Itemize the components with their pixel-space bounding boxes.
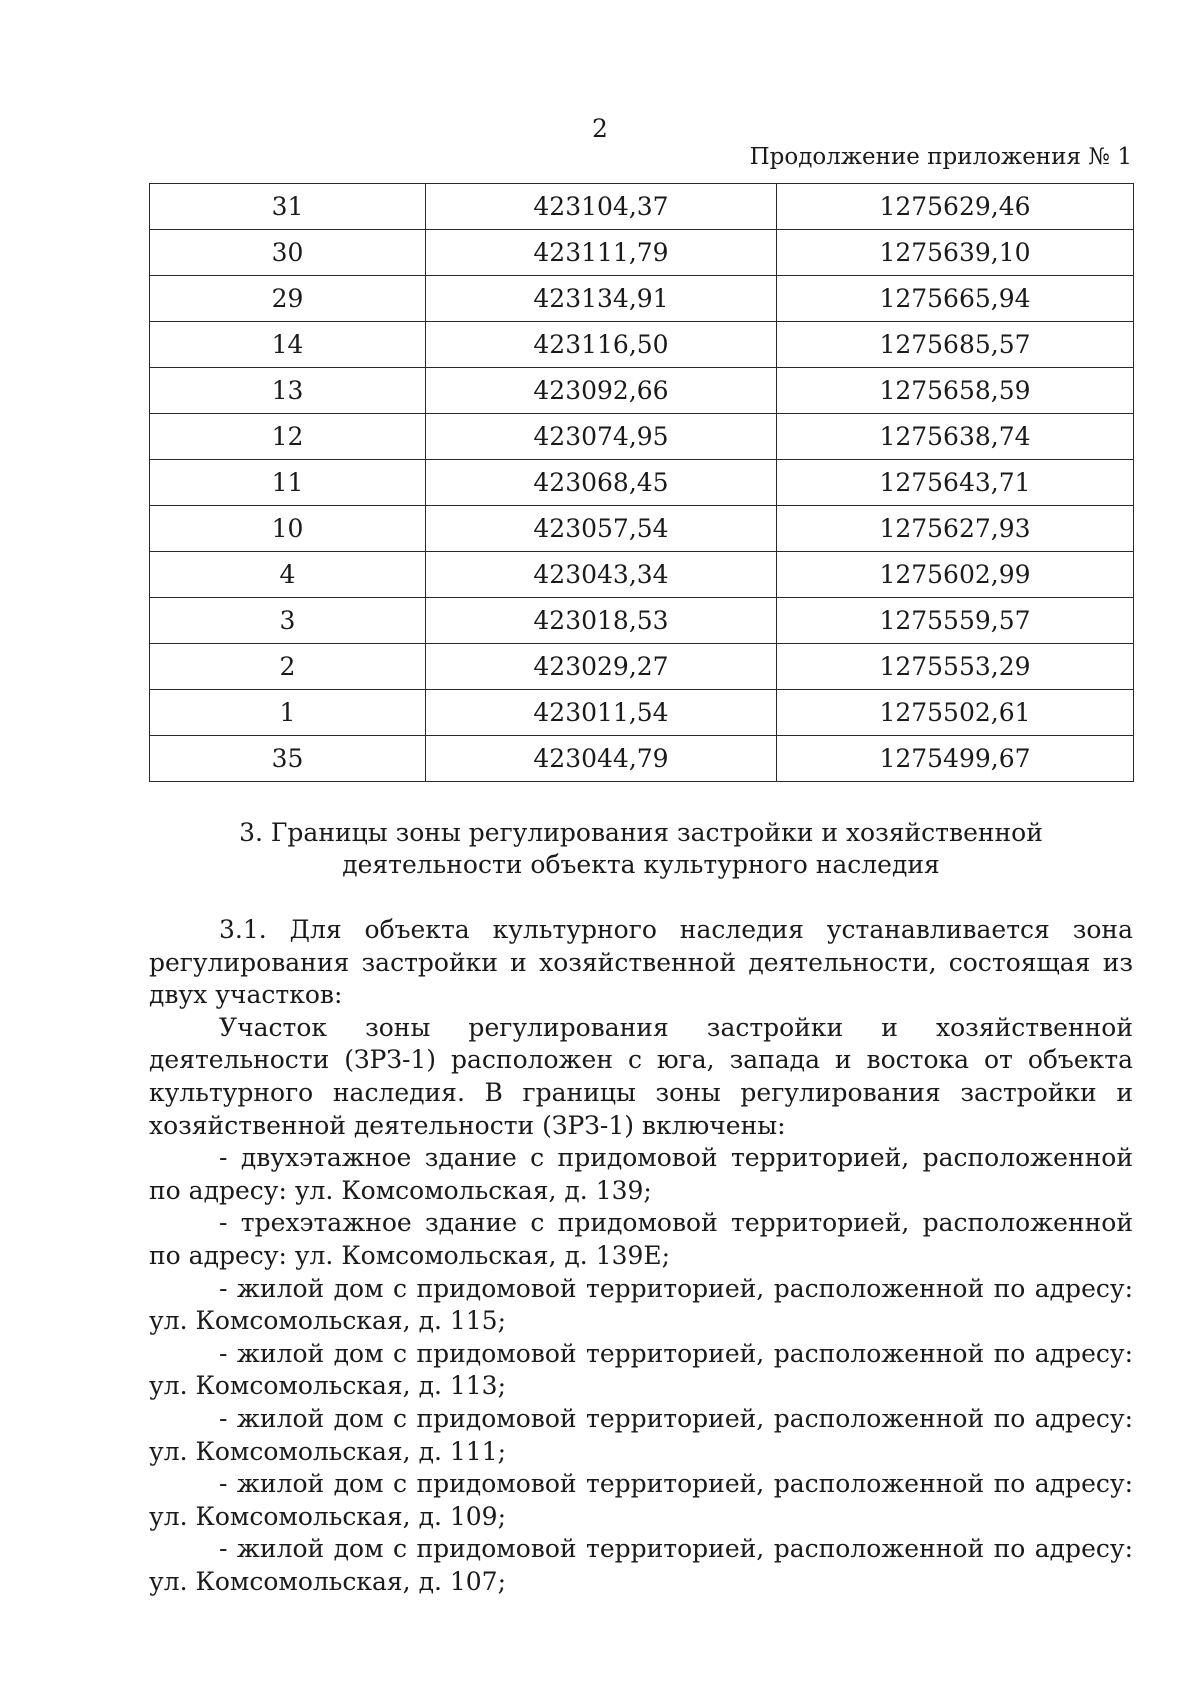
list-item: - трехэтажное здание с придомовой территорией, расположенной по адресу: ул. Комсомольская, д. 139Е;: [149, 1208, 1133, 1270]
x-coordinate-cell: 423116,50: [426, 322, 777, 368]
x-coordinate-cell: 423011,54: [426, 690, 777, 736]
x-coordinate-cell: 423057,54: [426, 506, 777, 552]
y-coordinate-cell: 1275685,57: [777, 322, 1134, 368]
y-coordinate-cell: 1275643,71: [777, 460, 1134, 506]
x-coordinate-cell: 423092,66: [426, 368, 777, 414]
section-heading-line: 3. Границы зоны регулирования застройки и хозяйственной: [239, 818, 1043, 847]
table-row: [150, 552, 1134, 598]
point-number-cell: 35: [150, 736, 426, 782]
list-item: - жилой дом с придомовой территорией, расположенной по адресу: ул. Комсомольская, д. 107;: [149, 1534, 1133, 1596]
point-number-cell: 14: [150, 322, 426, 368]
paragraph-3-1: 3.1. Для объекта культурного наследия устанавливается зона регулирования застройки и хозяйственной деятельности, состоящая из двух участков:: [149, 915, 1133, 1010]
y-coordinate-cell: 1275502,61: [777, 690, 1134, 736]
table-row: [150, 184, 1134, 230]
x-coordinate-cell: 423104,37: [426, 184, 777, 230]
point-number-cell: 30: [150, 230, 426, 276]
continuation-note: Продолжение приложения № 1: [749, 144, 1132, 170]
x-coordinate-cell: 423068,45: [426, 460, 777, 506]
point-number-cell: 13: [150, 368, 426, 414]
y-coordinate-cell: 1275553,29: [777, 644, 1134, 690]
table-row: [150, 414, 1134, 460]
y-coordinate-cell: 1275602,99: [777, 552, 1134, 598]
list-item: - жилой дом с придомовой территорией, расположенной по адресу: ул. Комсомольская, д. 113;: [149, 1338, 1133, 1401]
y-coordinate-cell: 1275627,93: [777, 506, 1134, 552]
point-number-cell: 2: [150, 644, 426, 690]
table-row: [150, 368, 1134, 414]
x-coordinate-cell: 423044,79: [426, 736, 777, 782]
x-coordinate-cell: 423029,27: [426, 644, 777, 690]
y-coordinate-cell: 1275499,67: [777, 736, 1134, 782]
list-item: - двухэтажное здание с придомовой территорией, расположенной по адресу: ул. Комсомольская, д. 139;: [149, 1143, 1133, 1205]
y-coordinate-cell: 1275639,10: [777, 230, 1134, 276]
table-row: [150, 690, 1134, 736]
list-item: - жилой дом с придомовой территорией, расположенной по адресу: ул. Комсомольская, д. 115;: [149, 1273, 1133, 1336]
table-row: [150, 598, 1134, 644]
section-heading: [149, 817, 1133, 881]
x-coordinate-cell: 423043,34: [426, 552, 777, 598]
y-coordinate-cell: 1275665,94: [777, 276, 1134, 322]
table-row: [150, 644, 1134, 690]
paragraph-zrz-1: Участок зоны регулирования застройки и хозяйственной деятельности (ЗРЗ-1) расположен с юга, запада и востока от объекта культурного наследия. В границы зоны регулирования застройки и хозяйственной деятельности (ЗРЗ-1) включены:: [149, 1012, 1133, 1140]
table-row: [150, 322, 1134, 368]
y-coordinate-cell: 1275638,74: [777, 414, 1134, 460]
x-coordinate-cell: 423074,95: [426, 414, 777, 460]
page-number: 2: [592, 114, 608, 143]
y-coordinate-cell: 1275658,59: [777, 368, 1134, 414]
x-coordinate-cell: 423134,91: [426, 276, 777, 322]
x-coordinate-cell: 423111,79: [426, 230, 777, 276]
point-number-cell: 3: [150, 598, 426, 644]
table-row: [150, 506, 1134, 552]
section-heading-line: деятельности объекта культурного наследия: [342, 850, 940, 879]
list-item: - жилой дом с придомовой территорией, расположенной по адресу: ул. Комсомольская, д. 109;: [149, 1469, 1133, 1531]
y-coordinate-cell: 1275559,57: [777, 598, 1134, 644]
table-row: [150, 460, 1134, 506]
point-number-cell: 29: [150, 276, 426, 322]
point-number-cell: 1: [150, 690, 426, 736]
y-coordinate-cell: 1275629,46: [777, 184, 1134, 230]
point-number-cell: 11: [150, 460, 426, 506]
table-row: [150, 230, 1134, 276]
coordinates-table: [149, 183, 1134, 782]
point-number-cell: 4: [150, 552, 426, 598]
table-row: [150, 276, 1134, 322]
point-number-cell: 12: [150, 414, 426, 460]
section-body: [149, 914, 1133, 1598]
list-item: - жилой дом с придомовой территорией, расположенной по адресу: ул. Комсомольская, д. 111;: [149, 1403, 1133, 1466]
point-number-cell: 10: [150, 506, 426, 552]
table-row: [150, 736, 1134, 782]
point-number-cell: 31: [150, 184, 426, 230]
x-coordinate-cell: 423018,53: [426, 598, 777, 644]
